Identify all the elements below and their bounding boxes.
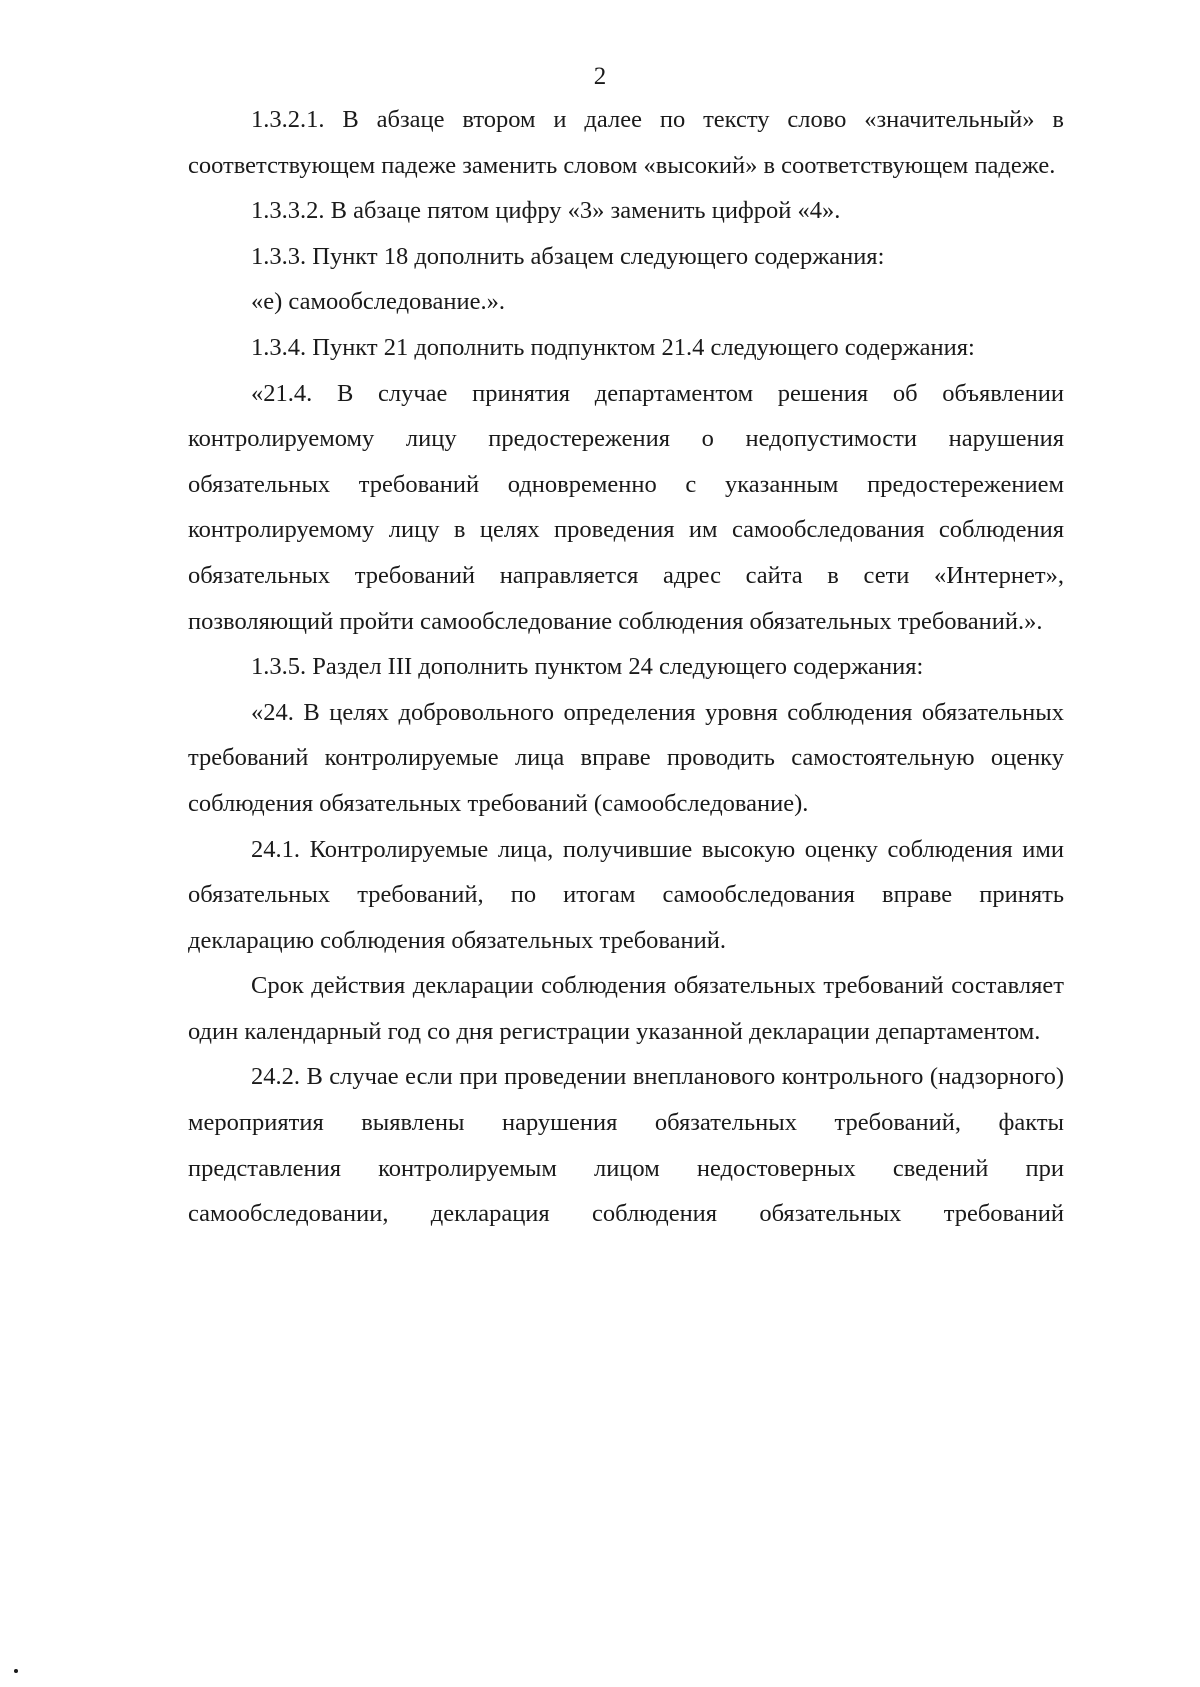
- paragraph-1-3-3-2: 1.3.3.2. В абзаце пятом цифру «3» заменить цифрой «4».: [251, 197, 841, 225]
- paragraph-declaration-term: Срок действия декларации соблюдения обязательных требований составляет один календарный год со дня регистрации указанной декларации департаментом.: [188, 972, 1064, 1045]
- paragraph-24-1: 24.1. Контролируемые лица, получившие высокую оценку соблюдения ими обязательных требований, по итогам самообследования вправе принять декларацию соблюдения обязательных требований.: [188, 835, 1064, 954]
- paragraph-1-3-2-1: 1.3.2.1. В абзаце втором и далее по тексту слово «значительный» в соответствующем падеже заменить словом «высокий» в соответствующем падеже.: [188, 106, 1064, 179]
- paragraph-quote-e: «е) самообследование.».: [251, 288, 506, 316]
- page-number: 2: [593, 63, 607, 90]
- paragraph-21-4: «21.4. В случае принятия департаментом решения об объявлении контролируемому лицу предостережения о недопустимости нарушения обязательных требований одновременно с указанным предостережением контролируемому лицу в целях проведения им самообследования соблюдения обязательных требований направляется адрес сайта в сети «Интернет», позволяющий пройти самообследование соблюдения обязательных требований.».: [188, 379, 1064, 635]
- paragraph-24-2: 24.2. В случае если при проведении внепланового контрольного (надзорного) мероприятия выявлены нарушения обязательных требований, факты представления контролируемым лицом недостоверных сведений при самообследовании, декларация соблюдения обязательных требований: [188, 1063, 1064, 1228]
- paragraph-1-3-4: 1.3.4. Пункт 21 дополнить подпунктом 21.4 следующего содержания:: [251, 333, 975, 361]
- paragraph-1-3-5: 1.3.5. Раздел III дополнить пунктом 24 следующего содержания:: [251, 653, 924, 681]
- paragraph-24: «24. В целях добровольного определения уровня соблюдения обязательных требований контролируемые лица вправе проводить самостоятельную оценку соблюдения обязательных требований (самообследование).: [188, 698, 1064, 817]
- paragraph-1-3-3: 1.3.3. Пункт 18 дополнить абзацем следующего содержания:: [251, 242, 885, 270]
- scan-edge-mark: [14, 1669, 18, 1673]
- document-body: [188, 97, 1064, 1237]
